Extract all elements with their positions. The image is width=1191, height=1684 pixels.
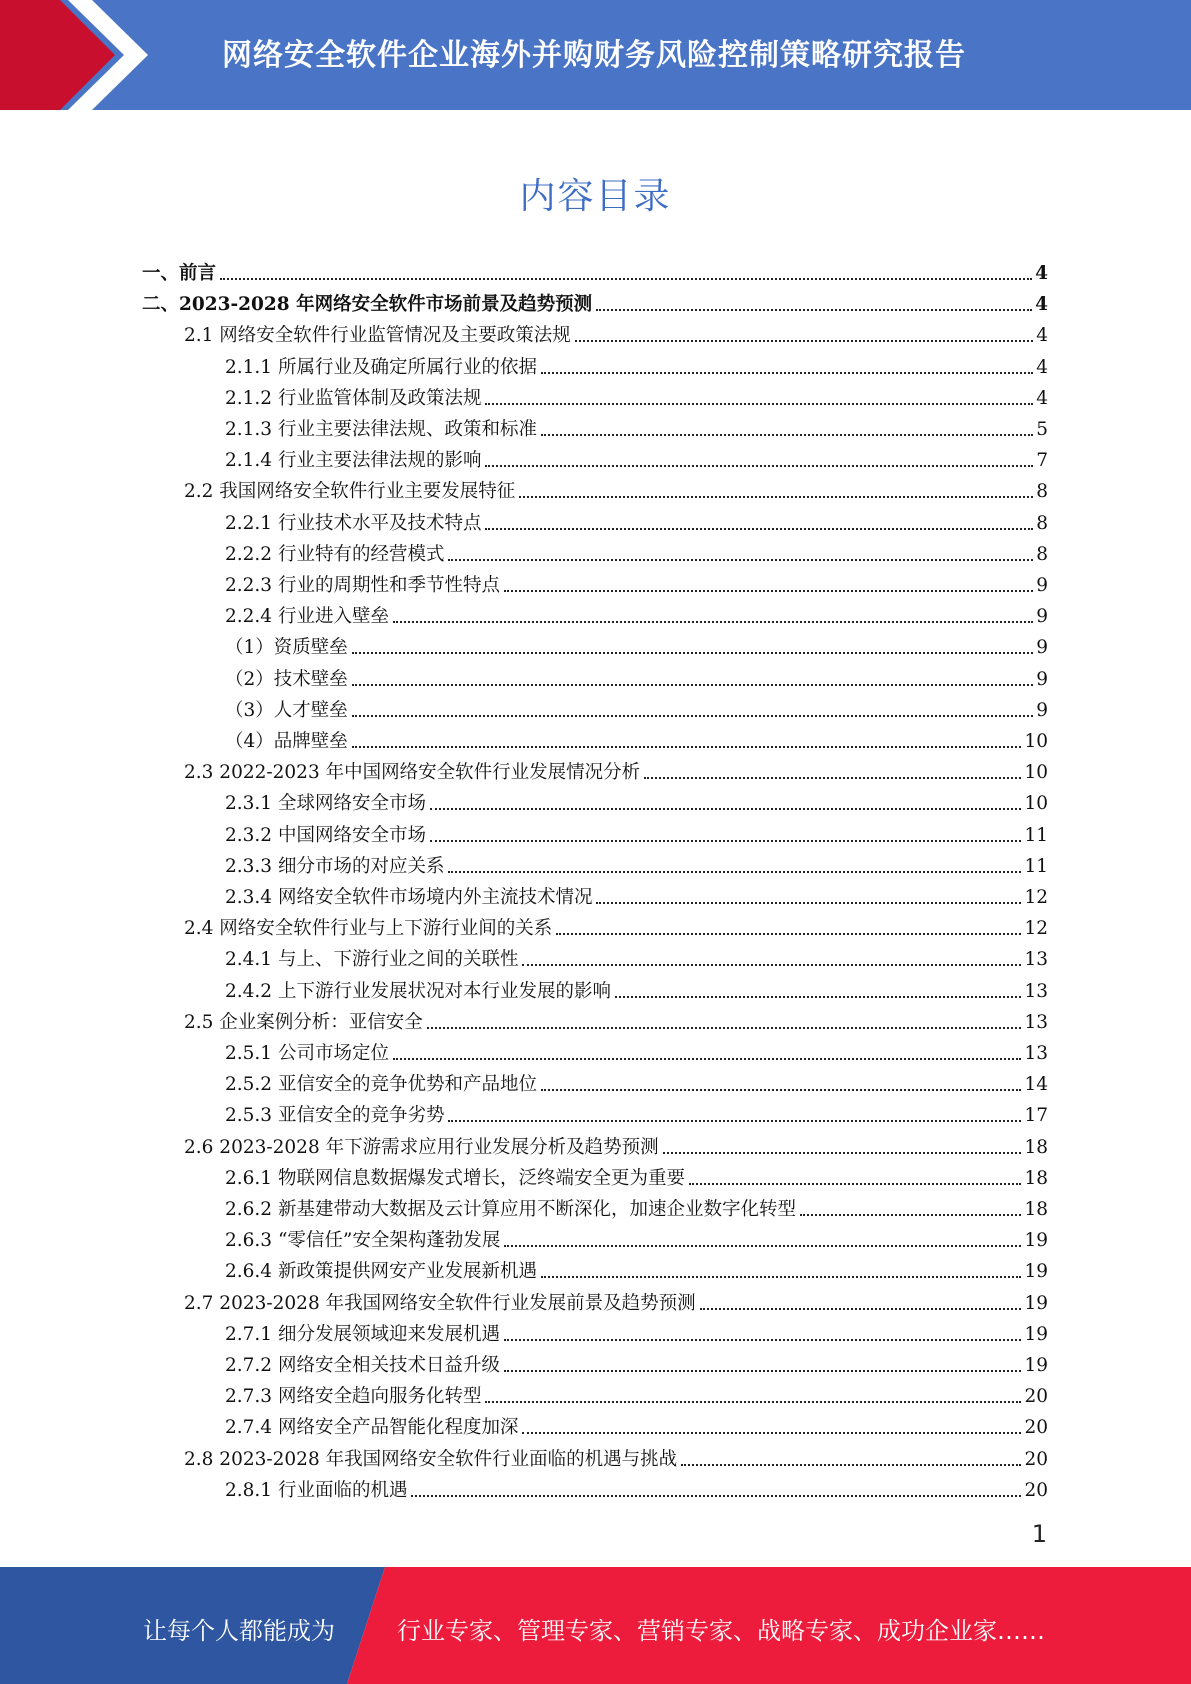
toc-entry-label: 2.6.4 新政策提供网安产业发展新机遇 — [225, 1261, 537, 1283]
toc-entry-label: 2.2.1 行业技术水平及技术特点 — [225, 512, 482, 534]
toc-leader-dots — [430, 808, 1021, 810]
toc-entry[interactable] — [184, 1440, 1048, 1471]
toc-entry-page: 18 — [1024, 1167, 1048, 1189]
toc-entry-page: 8 — [1036, 543, 1048, 565]
toc-leader-dots — [393, 1058, 1021, 1060]
toc-entry-page: 19 — [1024, 1261, 1048, 1283]
toc-entry-page: 17 — [1024, 1105, 1048, 1127]
toc-entry-label: 2.3.2 中国网络安全市场 — [225, 824, 426, 846]
toc-entry-label: 2.1.1 所属行业及确定所属行业的依据 — [225, 356, 537, 378]
toc-entry[interactable] — [184, 472, 1048, 503]
toc-entry[interactable] — [184, 1284, 1048, 1315]
toc-entry[interactable] — [225, 410, 1048, 441]
toc-entry-label: 2.2.2 行业特有的经营模式 — [225, 543, 445, 565]
toc-entry-page: 9 — [1036, 637, 1048, 659]
toc-entry[interactable] — [225, 972, 1048, 1003]
footer-banner — [0, 1567, 1191, 1684]
report-title: 网络安全软件企业海外并购财务风险控制策略研究报告 — [222, 38, 966, 73]
toc-leader-dots — [504, 1370, 1021, 1372]
toc-entry-label: 2.3.4 网络安全软件市场境内外主流技术情况 — [225, 887, 593, 908]
toc-entry[interactable] — [225, 691, 1048, 722]
footer-slogan-right: 行业专家、管理专家、营销专家、战略专家、成功企业家…… — [397, 1617, 1045, 1645]
toc-leader-dots — [541, 372, 1033, 374]
toc-entry-label: 2.5.1 公司市场定位 — [225, 1043, 389, 1064]
toc-entry-page: 4 — [1036, 356, 1048, 378]
toc-leader-dots — [541, 434, 1033, 436]
toc-entry[interactable] — [225, 597, 1048, 628]
toc-entry[interactable] — [225, 348, 1048, 379]
toc-entry-page: 4 — [1036, 325, 1048, 347]
toc-leader-dots — [393, 621, 1033, 623]
toc-leader-dots — [556, 933, 1021, 935]
toc-entry-page: 8 — [1036, 512, 1048, 534]
toc-entry[interactable] — [225, 628, 1048, 659]
toc-entry-label: 2.7.1 细分发展领域迎来发展机遇 — [225, 1323, 500, 1345]
toc-entry-label: 2.7 2023-2028 年我国网络安全软件行业发展前景及趋势预测 — [184, 1292, 696, 1314]
toc-leader-dots — [541, 1089, 1021, 1091]
toc-entry[interactable] — [142, 285, 1048, 316]
toc-entry-label: （1）资质壁垒 — [225, 637, 348, 659]
toc-entry-page: 13 — [1024, 1011, 1048, 1033]
toc-entry[interactable] — [225, 1221, 1048, 1252]
toc-entry-page: 19 — [1024, 1230, 1048, 1252]
toc-leader-dots — [352, 652, 1033, 654]
toc-entry-page: 19 — [1024, 1292, 1048, 1314]
banner-arrow-graphic — [0, 0, 160, 110]
toc-entry[interactable] — [184, 1003, 1048, 1034]
toc-leader-dots — [485, 403, 1033, 405]
toc-entry-page: 12 — [1024, 918, 1048, 940]
toc-entry[interactable] — [225, 1096, 1048, 1127]
toc-entry-label: 2.1.3 行业主要法律法规、政策和标准 — [225, 419, 537, 440]
toc-entry-label: 2.6 2023-2028 年下游需求应用行业发展分析及趋势预测 — [184, 1136, 659, 1158]
toc-entry-label: 2.1.2 行业监管体制及政策法规 — [225, 387, 482, 409]
header-banner — [0, 0, 1191, 110]
toc-entry-page: 9 — [1036, 575, 1048, 596]
toc-leader-dots — [596, 309, 1032, 311]
toc-entry[interactable] — [184, 753, 1048, 784]
toc-entry[interactable] — [225, 1471, 1048, 1502]
toc-entry-label: 2.1.4 行业主要法律法规的影响 — [225, 450, 482, 472]
toc-entry-label: 2.8 2023-2028 年我国网络安全软件行业面临的机遇与挑战 — [184, 1448, 678, 1470]
toc-entry[interactable] — [225, 535, 1048, 566]
toc-entry-page: 11 — [1024, 824, 1048, 846]
toc-entry-label: 2.4.1 与上、下游行业之间的关联性 — [225, 949, 519, 971]
toc-entry[interactable] — [225, 566, 1048, 597]
toc-leader-dots — [411, 1495, 1021, 1497]
toc-entry-label: 2.1 网络安全软件行业监管情况及主要政策法规 — [184, 325, 571, 347]
toc-entry[interactable] — [225, 784, 1048, 815]
toc-entry-label: 2.8.1 行业面临的机遇 — [225, 1479, 408, 1501]
toc-entry-page: 10 — [1024, 731, 1048, 752]
toc-leader-dots — [681, 1464, 1021, 1466]
toc-entry-label: 2.5.3 亚信安全的竞争劣势 — [225, 1105, 445, 1127]
toc-leader-dots — [519, 496, 1033, 498]
toc-leader-dots — [644, 777, 1021, 779]
toc-leader-dots — [522, 964, 1021, 966]
toc-leader-dots — [352, 715, 1033, 717]
toc-leader-dots — [575, 340, 1033, 342]
toc-entry-label: 二、2023-2028 年网络安全软件市场前景及趋势预测 — [142, 294, 593, 316]
toc-entry-page: 8 — [1036, 481, 1048, 503]
toc-entry-label: 2.5.2 亚信安全的竞争优势和产品地位 — [225, 1074, 537, 1096]
toc-leader-dots — [485, 465, 1033, 467]
toc-entry[interactable] — [225, 1346, 1048, 1377]
toc-leader-dots — [448, 1120, 1021, 1122]
toc-leader-dots — [504, 1245, 1021, 1247]
toc-entry-page: 10 — [1024, 793, 1048, 815]
toc-entry[interactable] — [184, 909, 1048, 940]
toc-entry-label: （3）人才壁垒 — [225, 699, 348, 721]
toc-entry[interactable] — [225, 660, 1048, 691]
toc-leader-dots — [615, 996, 1021, 998]
toc-leader-dots — [689, 1183, 1021, 1185]
toc-entry-page: 13 — [1024, 949, 1048, 971]
toc-entry[interactable] — [225, 1190, 1048, 1221]
toc-entry[interactable] — [142, 254, 1048, 285]
toc-leader-dots — [448, 871, 1021, 873]
toc-leader-dots — [504, 590, 1033, 592]
toc-leader-dots — [663, 1152, 1022, 1154]
toc-entry[interactable] — [225, 504, 1048, 535]
toc-entry[interactable] — [225, 722, 1048, 753]
toc-entry-page: 4 — [1036, 387, 1048, 409]
toc-entry-label: 2.2.3 行业的周期性和季节性特点 — [225, 575, 500, 596]
toc-entry-label: 2.3.1 全球网络安全市场 — [225, 793, 426, 815]
toc-leader-dots — [485, 1401, 1021, 1403]
toc-entry[interactable] — [225, 1377, 1048, 1408]
toc-leader-dots — [352, 684, 1033, 686]
toc-entry-label: 2.6.2 新基建带动大数据及云计算应用不断深化，加速企业数字化转型 — [225, 1199, 796, 1220]
toc-entry-label: 2.6.3 “零信任”安全架构蓬勃发展 — [225, 1230, 501, 1252]
toc-entry[interactable] — [225, 441, 1048, 472]
toc-entry-page: 10 — [1024, 762, 1048, 784]
toc-entry-page: 9 — [1036, 668, 1048, 690]
toc-leader-dots — [800, 1214, 1021, 1216]
toc-entry-page: 7 — [1036, 450, 1048, 472]
toc-entry-label: 2.6.1 物联网信息数据爆发式增长，泛终端安全更为重要 — [225, 1167, 685, 1189]
toc-entry-page: 14 — [1024, 1074, 1048, 1096]
toc-entry[interactable] — [225, 878, 1048, 909]
toc-entry[interactable] — [225, 379, 1048, 410]
toc-entry-label: 2.7.3 网络安全趋向服务化转型 — [225, 1386, 482, 1408]
toc-entry-page: 18 — [1024, 1136, 1048, 1158]
toc-entry[interactable] — [225, 1315, 1048, 1346]
toc-entry-page: 20 — [1024, 1448, 1048, 1470]
toc-leader-dots — [448, 559, 1033, 561]
toc-entry-label: 2.2 我国网络安全软件行业主要发展特征 — [184, 481, 516, 503]
toc-entry-page: 11 — [1024, 855, 1048, 877]
toc-leader-dots — [485, 528, 1033, 530]
toc-entry-page: 13 — [1024, 1043, 1048, 1064]
toc-entry-page: 20 — [1024, 1386, 1048, 1408]
toc-entry-label: 2.3.3 细分市场的对应关系 — [225, 855, 445, 877]
toc-entry-page: 9 — [1036, 699, 1048, 721]
toc-entry-page: 12 — [1024, 887, 1048, 908]
toc-entry-page: 13 — [1024, 980, 1048, 1002]
toc-entry-page: 19 — [1024, 1323, 1048, 1345]
toc-entry-page: 19 — [1024, 1355, 1048, 1376]
toc-entry[interactable] — [225, 1065, 1048, 1096]
toc-entry-page: 5 — [1036, 419, 1048, 440]
toc-entry-label: 2.4.2 上下游行业发展状况对本行业发展的影响 — [225, 980, 611, 1002]
toc-leader-dots — [700, 1308, 1022, 1310]
toc-entry[interactable] — [225, 1034, 1048, 1065]
toc-leader-dots — [427, 1027, 1022, 1029]
page-number: 1 — [1031, 1520, 1047, 1548]
toc-entry[interactable] — [184, 1128, 1048, 1159]
toc-entry-label: （4）品牌壁垒 — [225, 731, 348, 752]
toc-entry-label: 2.5 企业案例分析：亚信安全 — [184, 1011, 423, 1033]
toc-leader-dots — [541, 1276, 1021, 1278]
footer-slogan-left: 让每个人都能成为 — [143, 1617, 335, 1645]
toc-entry[interactable] — [184, 316, 1048, 347]
toc-entry-label: （2）技术壁垒 — [225, 668, 348, 690]
toc-leader-dots — [352, 746, 1022, 748]
toc-entry-label: 2.7.4 网络安全产品智能化程度加深 — [225, 1417, 519, 1439]
toc-entry-page: 9 — [1036, 606, 1048, 628]
toc-entry[interactable] — [225, 940, 1048, 971]
toc-entry-label: 一、前言 — [142, 263, 217, 284]
toc-entry-label: 2.7.2 网络安全相关技术日益升级 — [225, 1355, 500, 1376]
toc-entry-page: 4 — [1035, 263, 1048, 284]
toc-entry[interactable] — [225, 1159, 1048, 1190]
toc-heading: 内容目录 — [519, 176, 672, 217]
toc-entry[interactable] — [225, 816, 1048, 847]
toc-leader-dots — [504, 1339, 1021, 1341]
toc-leader-dots — [596, 902, 1021, 904]
toc-entry-label: 2.4 网络安全软件行业与上下游行业间的关系 — [184, 918, 553, 940]
toc-entry-page: 20 — [1024, 1417, 1048, 1439]
toc-leader-dots — [220, 278, 1032, 280]
toc-entry[interactable] — [225, 1408, 1048, 1439]
toc-entry-label: 2.2.4 行业进入壁垒 — [225, 606, 389, 628]
toc-entry-page: 20 — [1024, 1479, 1048, 1501]
toc-entry-label: 2.3 2022-2023 年中国网络安全软件行业发展情况分析 — [184, 762, 641, 784]
toc-leader-dots — [430, 840, 1021, 842]
toc-entry-page: 4 — [1035, 294, 1048, 316]
toc-entry-page: 18 — [1024, 1199, 1048, 1220]
toc-leader-dots — [522, 1432, 1021, 1434]
toc-entry[interactable] — [225, 847, 1048, 878]
toc-entry[interactable] — [225, 1252, 1048, 1283]
